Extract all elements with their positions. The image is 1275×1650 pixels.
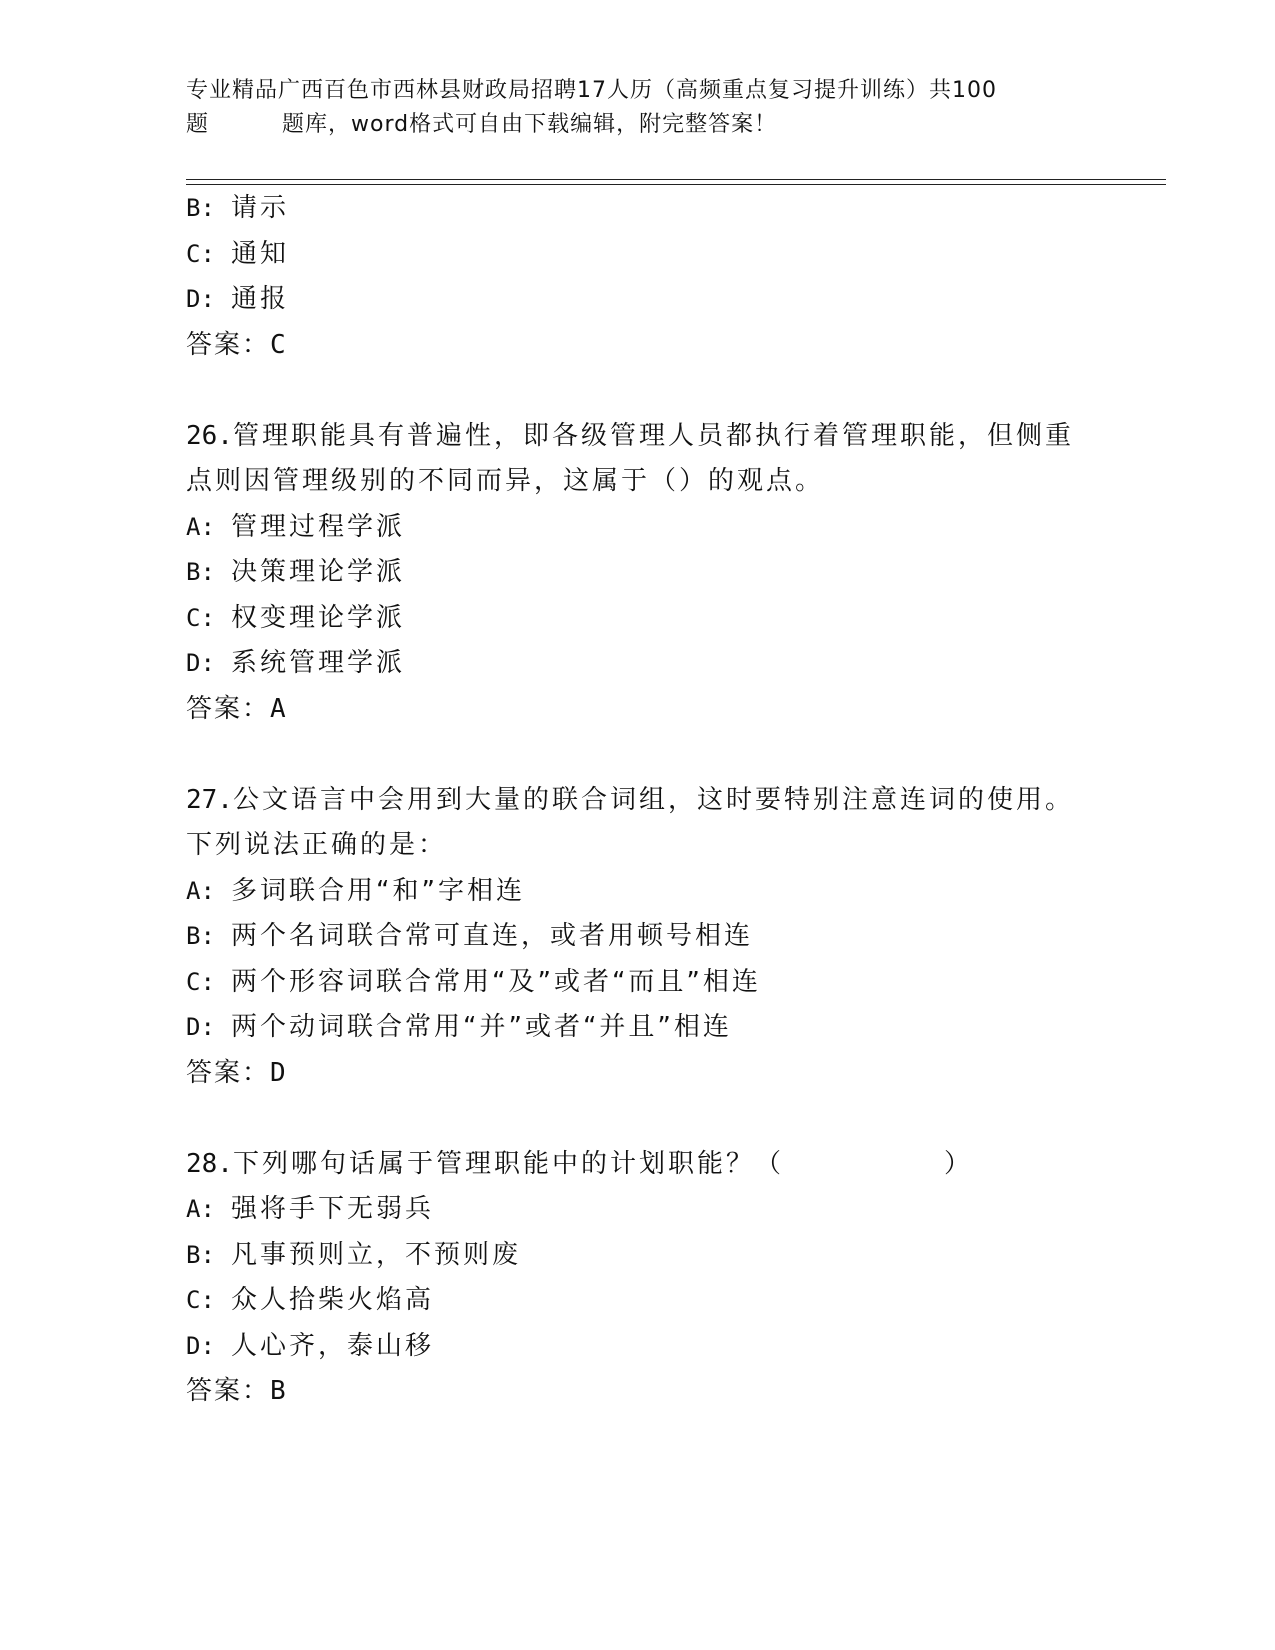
document-header: [186, 74, 1086, 142]
answer-line: [186, 1369, 1086, 1415]
option-letter: D:: [186, 649, 215, 677]
question-stem-line2: 点则因管理级别的不同而异，这属于（）的观点。: [186, 466, 825, 496]
option-d: [186, 1005, 1086, 1051]
option-b: [186, 550, 1086, 596]
question-27: [186, 778, 1086, 1097]
answer-value: D: [270, 1057, 286, 1088]
question-text-end: ）: [943, 1148, 973, 1179]
header-divider-bottom: [186, 184, 1166, 185]
spacer: [186, 732, 1086, 778]
answer-label: 答案：: [186, 1057, 271, 1088]
answer-line: [186, 1051, 1086, 1097]
question-text: 管理职能具有普遍性，即各级管理人员都执行着管理职能，但侧重: [232, 420, 1074, 451]
option-letter: A:: [186, 1195, 215, 1223]
option-text: 凡事预则立，不预则废: [231, 1239, 522, 1270]
option-text: 通知: [231, 238, 290, 269]
answer-label: 答案：: [186, 1376, 271, 1406]
option-text: 通报: [231, 284, 290, 314]
option-a: [186, 505, 1086, 551]
header-title-line1: 专业精品广西百色市西林县财政局招聘17人历（高频重点复习提升训练）共100: [186, 78, 997, 103]
option-letter: C:: [186, 967, 215, 996]
option-text: 两个名词联合常可直连，或者用顿号相连: [231, 921, 754, 951]
question-stem-line1: [186, 414, 1086, 460]
option-letter: B:: [186, 1240, 215, 1269]
option-letter: B:: [186, 194, 215, 222]
header-line2-start: 题: [186, 112, 210, 137]
question-number: 26.: [186, 420, 233, 451]
spacer: [186, 368, 1086, 414]
option-text: 两个形容词联合常用“及”或者“而且”相连: [231, 966, 761, 997]
option-letter: B:: [186, 558, 215, 586]
question-stem-line1: [186, 778, 1086, 824]
option-c: [186, 1278, 1086, 1324]
spacer: [186, 1096, 1086, 1142]
option-text: 多词联合用“和”字相连: [231, 875, 525, 906]
option-b: [186, 1233, 1086, 1279]
option-letter: B:: [186, 922, 215, 950]
question-stem-line1: [186, 1142, 1086, 1188]
option-text: 众人拾柴火焰高: [231, 1285, 435, 1315]
option-text: 两个动词联合常用“并”或者“并且”相连: [231, 1012, 732, 1042]
option-b: [186, 186, 1086, 232]
option-d: [186, 641, 1086, 687]
option-c: [186, 232, 1086, 278]
option-b: [186, 914, 1086, 960]
header-divider-top: [186, 179, 1166, 180]
option-letter: D:: [186, 1331, 215, 1360]
question-text: 公文语言中会用到大量的联合词组，这时要特别注意连词的使用。: [232, 784, 1074, 815]
option-text: 管理过程学派: [231, 511, 406, 542]
option-text: 人心齐，泰山移: [231, 1330, 435, 1361]
option-text: 权变理论学派: [231, 602, 406, 633]
option-letter: A:: [186, 876, 215, 905]
option-c: [186, 960, 1086, 1006]
question-number: 27.: [186, 784, 233, 815]
option-letter: C:: [186, 239, 215, 268]
option-letter: C:: [186, 1286, 215, 1314]
option-text: 系统管理学派: [231, 648, 406, 678]
option-text: 决策理论学派: [231, 557, 406, 587]
option-letter: D:: [186, 285, 215, 313]
option-d: [186, 1324, 1086, 1370]
answer-label: 答案：: [186, 693, 271, 724]
question-28: [186, 1142, 1086, 1415]
header-line2-rest: 题库，word格式可自由下载编辑，附完整答案！: [282, 112, 778, 137]
question-list: [186, 186, 1086, 1415]
question-25: [186, 186, 1086, 368]
answer-line: [186, 323, 1086, 369]
answer-value: A: [270, 693, 286, 724]
answer-label: 答案：: [186, 329, 271, 360]
answer-value: B: [270, 1376, 286, 1406]
question-number: 28.: [186, 1148, 233, 1179]
answer-value: C: [270, 329, 286, 360]
option-letter: A:: [186, 512, 215, 541]
option-c: [186, 596, 1086, 642]
option-a: [186, 1187, 1086, 1233]
option-a: [186, 869, 1086, 915]
question-stem-line2: 下列说法正确的是：: [186, 830, 448, 860]
option-letter: D:: [186, 1013, 215, 1041]
option-letter: C:: [186, 603, 215, 632]
option-text: 强将手下无弱兵: [231, 1194, 435, 1224]
question-26: [186, 414, 1086, 733]
option-text: 请示: [231, 193, 290, 223]
answer-line: [186, 687, 1086, 733]
option-d: [186, 277, 1086, 323]
question-text: 下列哪句话属于管理职能中的计划职能？（: [232, 1148, 784, 1179]
header-title-line2: [186, 108, 1086, 142]
